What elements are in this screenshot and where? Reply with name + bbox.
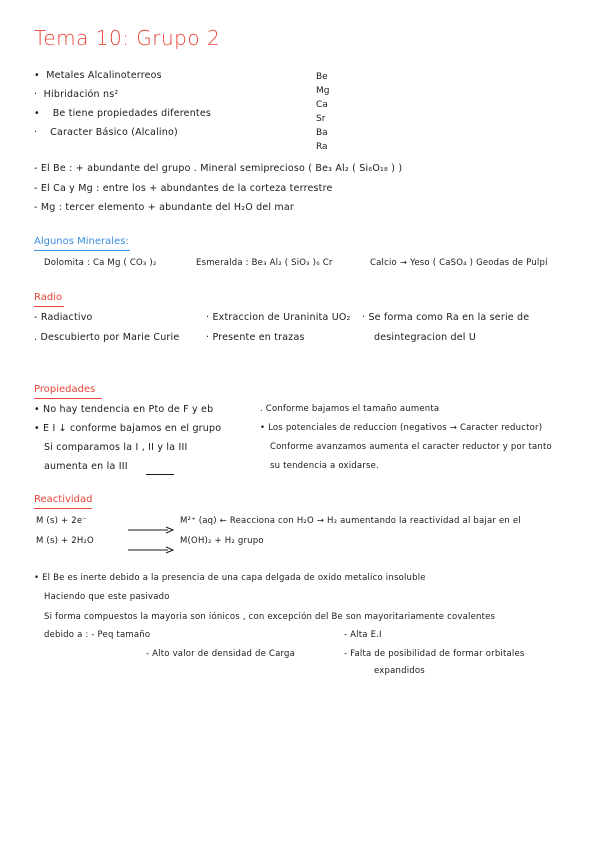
radio-middle-line: · Presente en trazas	[206, 332, 305, 343]
radio-heading: Radio	[34, 292, 63, 303]
radio-right-line: desintegracion del U	[374, 332, 477, 343]
radio-underline	[34, 306, 64, 307]
fact-line: - El Be : + abundante del grupo . Mineral semiprecioso ( Be₃ Al₂ ( Si₆O₁₈ ) )	[34, 163, 403, 174]
reactividad-note: - Alta E.I	[344, 630, 382, 640]
propiedades-heading: Propiedades	[34, 384, 96, 395]
radio-middle-line: · Extraccion de Uraninita UO₂	[206, 312, 351, 323]
element-sr: Sr	[316, 114, 326, 124]
reactividad-note: expandidos	[374, 666, 425, 676]
radio-left-line: . Descubierto por Marie Curie	[34, 332, 180, 343]
page-title: Tema 10: Grupo 2	[34, 26, 221, 50]
fact-line: - El Ca y Mg : entre los + abundantes de la corteza terrestre	[34, 183, 333, 194]
arrow-icon	[128, 519, 174, 538]
intro-bullet-text: Caracter Básico (Alcalino)	[50, 127, 178, 138]
calcio-note: Calcio → Yeso ( CaSO₄ ) Geodas de Pulpí	[370, 258, 548, 268]
intro-bullet: • Be tiene propiedades diferentes	[34, 108, 212, 119]
reactividad-note: debido a : - Peq tamaño	[44, 630, 151, 640]
reactividad-note: • El Be es inerte debido a la presencia de una capa delgada de oxido metalico insoluble	[34, 573, 426, 583]
reactividad-underline	[34, 508, 92, 509]
intro-bullet-text: Hibridación ns²	[43, 89, 119, 100]
propiedades-right-line: . Conforme bajamos el tamaño aumenta	[260, 404, 440, 414]
equation-2-products: M(OH)₂ + H₂ grupo	[180, 536, 264, 546]
reactividad-note: Si forma compuestos la mayoria son iónicos , con excepción del Be son mayoritariamente covalentes	[44, 612, 496, 622]
minerales-underline	[34, 250, 130, 251]
propiedades-left-line: • No hay tendencia en Pto de F y eb	[34, 404, 214, 415]
equation-1-reactants: M (s) + 2e⁻	[36, 516, 87, 526]
intro-bullet: · Caracter Básico (Alcalino)	[34, 127, 178, 138]
element-ra: Ra	[316, 142, 328, 152]
propiedades-left-line: • E I ↓ conforme bajamos en el grupo	[34, 423, 222, 434]
reactividad-note: - Falta de posibilidad de formar orbitales	[344, 649, 525, 659]
minerales-heading: Algunos Minerales:	[34, 236, 129, 247]
reactividad-note: - Alto valor de densidad de Carga	[146, 649, 296, 659]
intro-bullet-text: Metales Alcalinoterreos	[46, 70, 162, 81]
equation-1-products: M²⁺ (aq) ← Reacciona con H₂O → H₂ aumentando la reactividad al bajar en el	[180, 516, 521, 526]
element-be: Be	[316, 72, 328, 82]
radio-right-line: · Se forma como Ra en la serie de	[362, 312, 530, 323]
propiedades-right-line: Conforme avanzamos aumenta el caracter reductor y por tanto	[270, 442, 552, 452]
intro-bullet: • Metales Alcalinoterreos	[34, 70, 162, 81]
reactividad-note: Haciendo que este pasivado	[44, 592, 170, 602]
propiedades-right-line: • Los potenciales de reduccion (negativos → Caracter reductor)	[260, 423, 543, 433]
fact-line: - Mg : tercer elemento + abundante del H₂O del mar	[34, 202, 295, 213]
iii-underline	[146, 474, 174, 475]
dolomita-formula: Dolomita : Ca Mg ( CO₃ )₂	[44, 258, 157, 268]
propiedades-left-line: Si comparamos la I , II y la III	[44, 442, 188, 453]
reactividad-heading: Reactividad	[34, 494, 93, 505]
esmeralda-formula: Esmeralda : Be₃ Al₂ ( SiO₃ )₆ Cr	[196, 258, 333, 268]
arrow-icon	[128, 539, 174, 558]
intro-bullet-text: Be tiene propiedades diferentes	[52, 108, 212, 119]
propiedades-right-line: su tendencia a oxidarse.	[270, 461, 379, 471]
propiedades-underline	[34, 398, 102, 399]
intro-bullet: · Hibridación ns²	[34, 89, 119, 100]
propiedades-left-line: aumenta en la III	[44, 461, 128, 472]
element-ba: Ba	[316, 128, 328, 138]
element-ca: Ca	[316, 100, 328, 110]
element-mg: Mg	[316, 86, 330, 96]
equation-2-reactants: M (s) + 2H₂O	[36, 536, 94, 546]
radio-left-line: - Radiactivo	[34, 312, 93, 323]
